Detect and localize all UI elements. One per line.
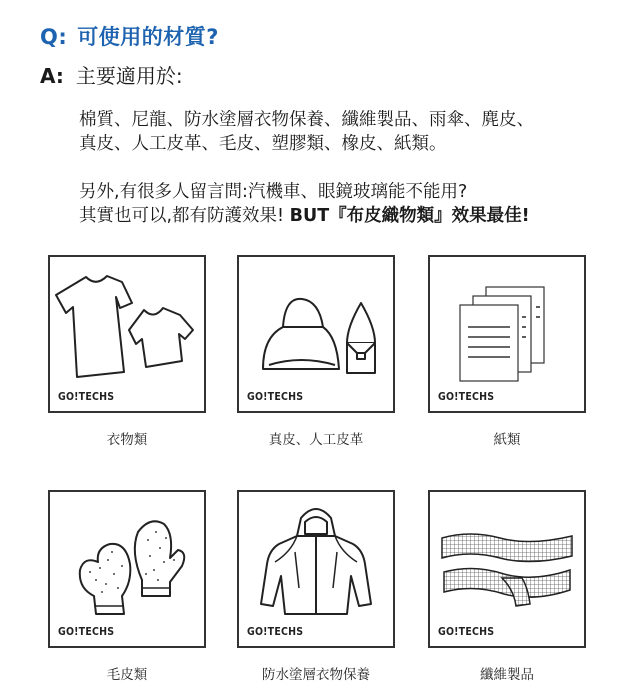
card-textile — [428, 490, 586, 648]
note-line-2-prefix: 其實也可以,都有防護效果! — [79, 206, 290, 226]
brand-logo: GO!TECHS — [247, 391, 304, 403]
question-text: 可使用的材質? — [77, 25, 219, 49]
note-line-2 — [79, 204, 530, 228]
caption-fur: 毛皮類 — [106, 667, 148, 683]
note-line-2-emphasis: BUT『布皮織物類』效果最佳! — [289, 206, 530, 226]
card-waterproof — [237, 490, 395, 648]
note-line-1: 另外,有很多人留言問:汽機車、眼鏡玻璃能不能用? — [79, 182, 468, 202]
answer-label: A: — [40, 64, 64, 88]
brand-logo: GO!TECHS — [438, 626, 495, 638]
brand-logo: GO!TECHS — [58, 626, 115, 638]
handbag-icon — [239, 257, 393, 411]
caption-paper: 紙類 — [493, 432, 521, 448]
card-leather — [237, 255, 395, 413]
answer-text: 主要適用於: — [75, 64, 183, 88]
card-fur — [48, 490, 206, 648]
question-heading — [40, 21, 219, 51]
materials-line-1: 棉質、尼龍、防水塗層衣物保養、纖維製品、雨傘、麂皮、 — [79, 110, 534, 130]
knit-scarf-icon — [430, 492, 584, 646]
brand-logo: GO!TECHS — [438, 391, 495, 403]
card-clothing — [48, 255, 206, 413]
clothing-icon — [50, 257, 204, 411]
materials-paragraph — [79, 108, 534, 156]
caption-leather: 真皮、人工皮革 — [268, 432, 364, 448]
materials-line-2: 真皮、人工皮革、毛皮、塑膠類、橡皮、紙類。 — [79, 134, 447, 154]
hooded-jacket-icon — [239, 492, 393, 646]
caption-waterproof: 防水塗層衣物保養 — [262, 667, 370, 683]
answer-heading — [40, 60, 183, 89]
fur-mitten-icon — [50, 492, 204, 646]
caption-textile: 纖維製品 — [480, 667, 534, 683]
brand-logo: GO!TECHS — [58, 391, 115, 403]
caption-clothing: 衣物類 — [106, 432, 148, 448]
question-label: Q: — [40, 25, 68, 49]
note-paragraph — [79, 180, 530, 228]
brand-logo: GO!TECHS — [247, 626, 304, 638]
paper-icon — [430, 257, 584, 411]
card-paper — [428, 255, 586, 413]
